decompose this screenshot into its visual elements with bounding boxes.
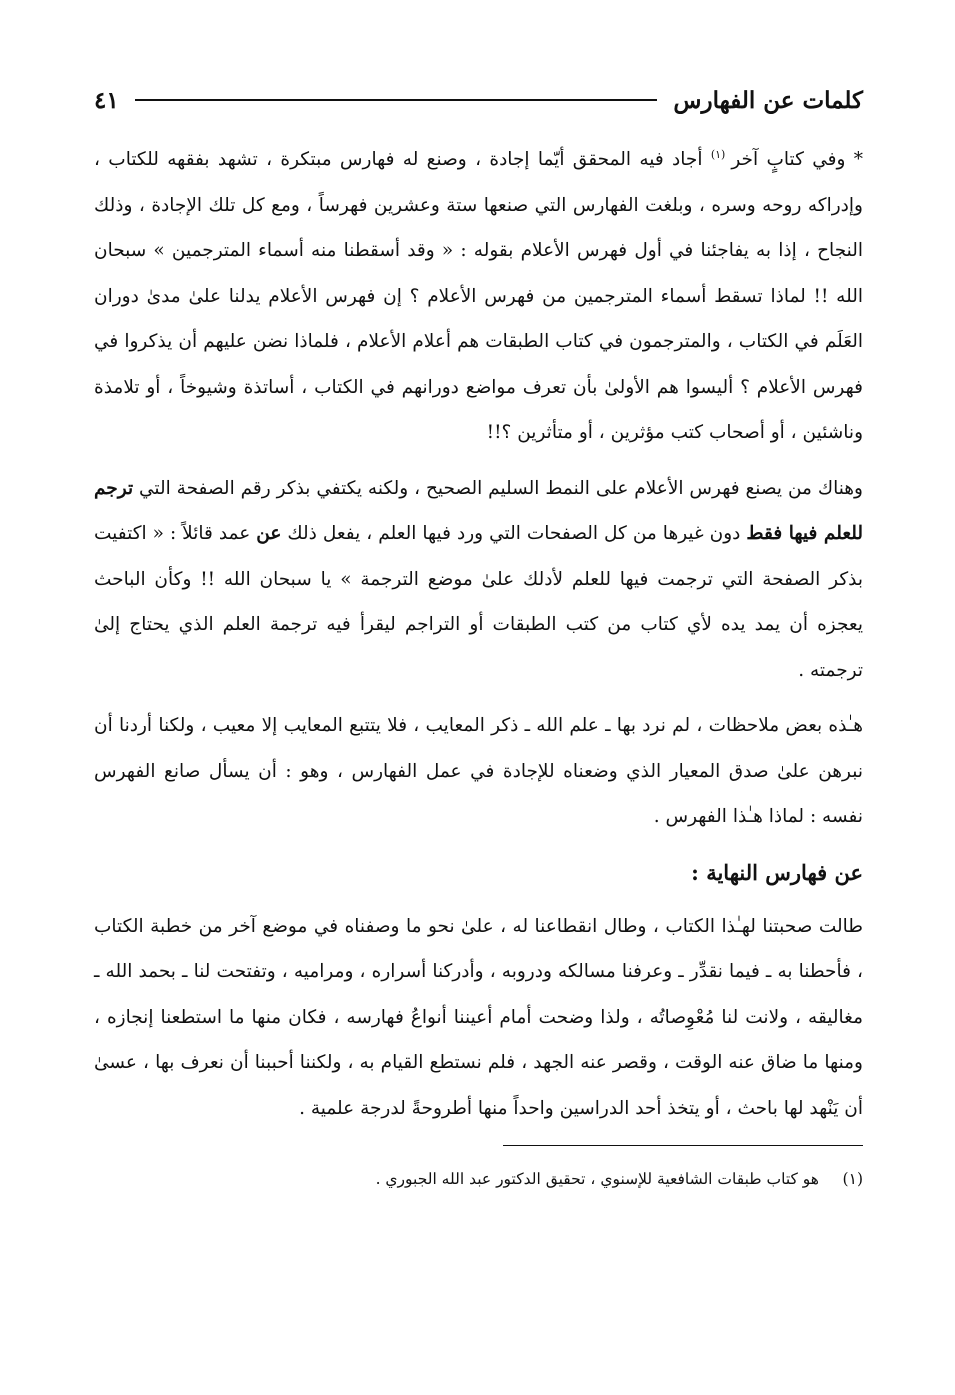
section-heading: عن فهارس النهاية : — [691, 859, 863, 885]
paragraph-2-text-1: وهناك من يصنع فهرس الأعلام على النمط السليم الصحيح ، ولكنه يكتفي بذكر رقم الصفحة التي — [139, 477, 863, 499]
running-header — [94, 78, 863, 122]
paragraph-2-text-3: عمد قائلاً : « اكتفيت بذكر الصفحة التي ترجمت فيها للعلم لأدلك علىٰ موضع الترجمة » يا سبحان الله !! وكأن الباحث يعجزه أن يمد يده لأي كتاب من كتب الطبقات أو التراجم ليقرأ فيه ترجمة العلم الذي يحتاج إلىٰ ترجمته . — [94, 523, 863, 681]
paragraph-3 — [94, 703, 863, 840]
paragraph-4-text: طالت صحبتنا لهـٰذا الكتاب ، وطال انقطاعنا له ، علىٰ نحو ما وصفناه في موضع آخر من خطبة الكتاب ، فأحطنا به ـ فيما نقدِّر ـ وعرفنا مسالكه ودروبه ، وأدركنا أسراره ، ومراميه ، وتفتحت لنا ـ بحمد الله ـ مغاليقه ، ولانت لنا مُعْوِصاتُه ، ولذا وضحت أمام أعيننا أنواعُ فهارسه ، فكان منها ما استطعنا إنجازه ، ومنها ما ضاق عنه الوقت ، وقصر عنه الجهد ، فلم نستطع القيام به ، ولكننا أحببنا أن نعرف بها ، عسىٰ أن يَنْهد لها باحث ، أو يتخذ أحد الدراسين واحداً منها أطروحةً لدرجة علمية . — [94, 915, 863, 1119]
paragraph-2 — [94, 466, 863, 694]
footnote-number: (١) — [842, 1170, 863, 1189]
paragraph-1-lead: * وفي كتابٍ آخر — [731, 149, 863, 171]
paragraph-2-text-2: دون غيرها من كل الصفحات التي ورد فيها العلم ، يفعل ذلك — [287, 523, 741, 545]
footnote-text: هو كتاب طبقات الشافعية للإسنوي ، تحقيق الدكتور عبد الله الجبوري . — [375, 1170, 819, 1189]
paragraph-1-text: أجاد فيه المحقق أيّما إجادة ، وصنع له فهارس مبتكرة ، تشهد بفقهه للكتاب ، وإدراكه روحه وسره ، وبلغت الفهارس التي صنعها ستة وعشرين فهرساً ، ومع كل تلك الإجادة ، وذلك النجاح ، إذا به يفاجئنا في أول فهرس الأعلام بقوله : « وقد أسقطنا منه أسماء المترجمين » سبحان الله !! لماذا تسقط أسماء المترجمين من فهرس الأعلام ؟ إن فهرس الأعلام يدلنا علىٰ مدىٰ دوران العَلَم في الكتاب ، والمترجمون في كتاب الطبقات هم أعلام الأعلام ، فلماذا نضن عليهم أن يذكروا في فهرس الأعلام ؟ أليسوا هم الأولىٰ بأن تعرف مواضع دورانهم في الكتاب ، أساتذة وشيوخاً ، أو تلامذة وناشئين ، أو أصحاب كتب مؤثرين ، أو متأثرين ؟!! — [94, 149, 863, 444]
paragraph-3-text: هـٰذه بعض ملاحظات ، لم نرد بها ـ علم الله ـ ذكر المعايب ، فلا يتتبع المعايب إلا معيب ، ولكنا أردنا أن نبرهن علىٰ صدق المعيار الذي وضعناه للإجادة في عمل الفهارس ، وهو : أن يسأل صانع الفهرس نفسه : لماذا هـٰذا الفهرس . — [94, 715, 863, 828]
paragraph-1 — [94, 132, 863, 456]
footnote-rule — [503, 1145, 863, 1146]
paragraph-2-bold-2: عن — [256, 523, 282, 545]
running-title: كلمات عن الفهارس — [673, 86, 863, 114]
paragraph-2-bold-1: ترجم للعلم فيها فقط — [94, 477, 864, 545]
header-rule — [135, 99, 658, 101]
footnote — [94, 1164, 863, 1194]
footnote-marker: (١) — [710, 148, 726, 161]
paragraph-4 — [94, 904, 863, 1132]
page-number: ٤١ — [94, 86, 119, 114]
